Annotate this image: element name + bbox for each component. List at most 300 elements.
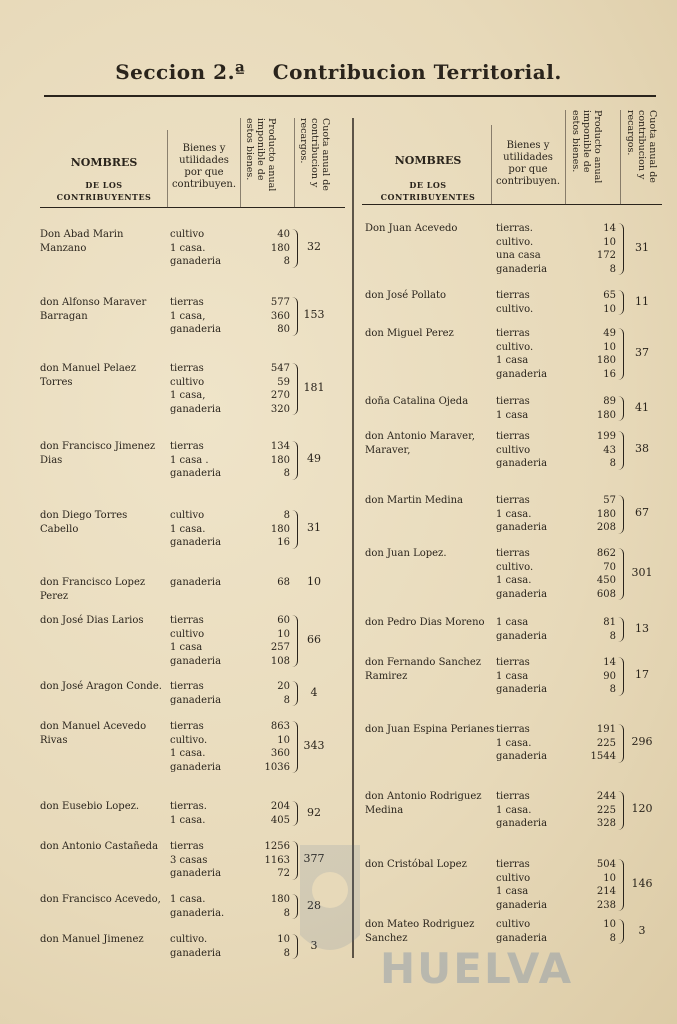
item-label: tierras [496,328,530,339]
left-header-sep-2 [240,118,241,208]
item-row [496,588,616,602]
left-entry-name: don Manuel Acevedo Rivas [40,721,147,746]
item-value: 180 [270,454,290,466]
item-value: 8 [283,510,290,521]
item-row [496,804,616,818]
item-row [170,614,290,628]
item-value: 547 [270,363,290,374]
right-entry-items [496,547,616,601]
left-entry-items [170,362,290,416]
item-label: 1 casa [496,886,529,897]
item-label: ganaderia [496,684,548,695]
left-entry-items [170,440,290,481]
item-label: cultivo [496,444,531,456]
item-row [496,521,616,535]
left-entry-items [170,680,290,707]
item-value: 90 [603,670,616,682]
item-value: 16 [277,537,290,548]
item-label: tierras [170,441,204,452]
item-label: cultivo. [170,734,208,746]
item-value: 180 [270,894,290,905]
item-value: 8 [609,630,616,642]
item-label: ganaderia [170,694,222,706]
watermark-text: HUELVA [380,944,574,993]
right-entry-items [496,222,616,276]
right-entry-items [496,289,616,316]
item-value: 180 [270,523,290,535]
item-value: 180 [596,409,616,421]
item-value: 360 [270,310,290,322]
item-value: 320 [270,403,290,415]
left-header-names: NOMBRES DE LOS CONTRIBUYENTES [56,156,152,202]
left-entry-name: don Manuel Jimenez [40,934,144,945]
left-entry-items [170,933,290,960]
left-entry-name: don Francisco Jimenez Dias [40,441,156,466]
item-row [496,737,616,751]
item-value: 577 [270,297,290,308]
item-row [170,694,290,708]
item-value: 10 [603,919,616,930]
item-label: 1 casa [496,670,529,682]
item-label: cultivo [170,376,205,388]
item-label: ganaderia [170,324,222,335]
left-entry-total: 3 [310,938,318,952]
item-value: 270 [270,390,290,401]
item-row [496,444,616,458]
item-row [170,933,290,947]
item-row [170,440,290,454]
item-row [170,242,290,256]
item-label: tierras [170,297,204,308]
item-value: 208 [596,522,616,533]
item-value: 405 [270,814,290,826]
column-divider [352,118,354,958]
item-label: tierras. [170,801,207,812]
item-row [496,723,616,737]
item-row [496,885,616,899]
item-row [170,655,290,669]
section-title: Contribucion Territorial. [272,60,562,84]
item-value: 1256 [264,841,290,852]
left-entry-name: don Diego Torres Cabello [40,510,128,535]
right-entry-name: doña Catalina Ojeda [365,396,469,407]
item-row [496,790,616,804]
left-entry-name: don Manuel Pelaez Torres [40,363,136,388]
item-row [496,932,616,946]
left-entry-name: don José Aragon Conde. [40,681,162,692]
item-value: 80 [277,324,290,335]
item-value: 180 [596,508,616,520]
item-value: 225 [596,804,616,816]
left-entry-total: 31 [307,521,321,535]
item-label: ganaderia [496,588,548,600]
item-row [496,409,616,423]
item-value: 10 [277,734,290,746]
right-entry-items [496,858,616,912]
title-rule [44,95,656,97]
item-row [170,523,290,537]
item-value: 68 [277,577,290,588]
right-entry-total: 296 [631,735,653,749]
page-title [0,60,677,90]
item-label: ganaderia. [170,907,225,919]
item-value: 863 [270,721,290,732]
item-row [496,817,616,831]
left-entry-total: 343 [303,739,325,752]
item-value: 180 [270,242,290,254]
item-row [170,641,290,655]
item-value: 72 [277,868,290,879]
left-entry-name: Don Abad Marin Manzano [40,229,124,254]
item-label: ganaderia [170,537,222,548]
left-entry-items [170,614,290,668]
right-entry-name: don Cristóbal Lopez [365,859,467,870]
item-label: ganaderia [496,818,548,829]
right-entry-name: Don Juan Acevedo [365,223,458,234]
item-label: 1 casa, [170,310,206,322]
right-header-sep-1 [491,125,492,205]
right-entry-items [496,327,616,381]
item-value: 8 [283,907,290,919]
item-row [496,222,616,236]
item-label: cultivo. [496,561,534,573]
left-entry-total: 49 [307,452,321,466]
item-row [496,508,616,522]
item-row [496,918,616,932]
item-label: 1 casa [496,355,529,366]
item-value: 204 [270,801,290,812]
item-row [496,303,616,317]
item-label: 1 casa. [170,814,206,826]
item-label: ganaderia [170,655,222,667]
item-value: 60 [277,615,290,626]
item-value: 214 [596,886,616,897]
item-label: tierras [170,721,204,732]
item-value: 14 [603,657,616,668]
item-value: 8 [283,694,290,706]
item-row [170,255,290,269]
right-header-rule [362,204,662,205]
item-label: 1 casa. [496,737,532,749]
item-label: 1 casa. [170,242,206,254]
item-label: cultivo [170,628,205,640]
item-label: ganaderia [170,256,222,267]
item-value: 1163 [264,854,290,866]
item-value: 8 [283,256,290,267]
item-value: 10 [603,341,616,353]
right-entry-items [496,430,616,471]
item-value: 450 [596,575,616,586]
left-entry-items [170,576,290,590]
item-row [496,236,616,250]
item-label: ganaderia [170,761,222,773]
item-label: 1 casa [496,409,529,421]
item-label: tierras [496,791,530,802]
item-value: 10 [277,934,290,945]
left-header-rule [40,207,345,208]
item-row [170,576,290,590]
item-label: cultivo. [496,236,534,248]
item-label: tierras [496,396,530,407]
item-row [496,750,616,764]
item-value: 10 [277,628,290,640]
item-row [170,800,290,814]
item-label: cultivo. [170,934,208,945]
right-entry-name: don José Pollato [365,290,447,301]
left-header-sep-3 [294,118,295,208]
item-value: 10 [603,236,616,248]
item-label: 1 casa. [496,575,532,586]
item-label: ganaderia [496,751,548,762]
left-header-sep-1 [167,130,168,208]
item-row [170,403,290,417]
item-label: 1 casa. [496,804,532,816]
item-row [170,761,290,775]
item-row [496,395,616,409]
item-row [496,430,616,444]
item-value: 70 [603,561,616,573]
item-row [496,289,616,303]
left-entry-items [170,720,290,774]
left-entry-total: 92 [307,805,321,819]
item-label: ganaderia [496,458,548,469]
item-row [496,858,616,872]
item-label: tierras. [496,223,533,234]
item-row [496,899,616,913]
item-label: cultivo [170,510,205,521]
left-entry-items [170,840,290,881]
right-entry-total: 301 [631,566,653,579]
right-entry-name: don Mateo Rodriguez Sanchez [365,919,475,944]
item-row [496,547,616,561]
item-label: cultivo [496,919,531,930]
item-label: ganaderia [496,630,548,642]
item-row [170,310,290,324]
item-label: una casa [496,250,541,261]
item-value: 59 [277,376,290,388]
right-entry-total: 3 [638,923,646,937]
left-entry-total: 10 [307,574,321,588]
item-row [170,854,290,868]
item-label: ganaderia [170,868,222,879]
item-value: 225 [596,737,616,749]
item-value: 14 [603,223,616,234]
item-value: 81 [603,617,616,628]
left-entry-total: 66 [307,633,321,646]
left-header-quota: Cuota anual de contribucion y recargos. [298,118,331,191]
item-label: cultivo. [496,303,534,315]
right-entry-total: 38 [635,442,649,456]
item-label: tierras [496,859,530,870]
right-entry-items [496,918,616,945]
item-row [170,720,290,734]
item-row [496,561,616,575]
item-row [170,867,290,881]
item-row [496,354,616,368]
right-entry-items [496,494,616,535]
item-label: ganaderia [496,522,548,533]
item-value: 65 [603,290,616,301]
item-label: 1 casa. [170,894,206,905]
left-header-goods: Bienes y utilidades por que contribuyen. [171,143,237,190]
right-entry-items [496,616,616,643]
right-entry-name: don Pedro Dias Moreno [365,617,485,628]
item-label: tierras [170,681,204,692]
item-label: ganaderia [496,368,548,380]
item-value: 57 [603,495,616,506]
item-value: 10 [603,872,616,884]
item-label: tierras [496,724,530,735]
item-value: 8 [609,263,616,275]
item-row [496,368,616,382]
right-header-sep-3 [620,110,621,205]
item-value: 244 [596,791,616,802]
item-row [496,670,616,684]
item-row [496,457,616,471]
right-header-sep-2 [565,110,566,205]
right-entry-name: don Miguel Perez [365,328,454,339]
right-entry-total: 41 [635,400,649,414]
left-entry-items [170,228,290,269]
left-entry-total: 181 [303,381,325,394]
left-entry-total: 4 [310,685,318,699]
item-row [170,747,290,761]
item-label: 3 casas [170,854,208,866]
item-value: 8 [609,684,616,695]
item-row [170,228,290,242]
item-label: 1 casa . [170,454,209,466]
left-entry-name: don Alfonso Maraver Barragan [40,297,147,322]
item-value: 257 [270,642,290,653]
item-value: 1036 [264,761,290,773]
item-row [170,296,290,310]
right-entry-total: 11 [635,294,649,308]
left-header-product: Producto anual imponible de estos bienes. [244,118,277,192]
item-value: 49 [603,328,616,339]
item-row [496,656,616,670]
right-entry-name: don Antonio Maraver, Maraver, [365,431,475,456]
right-entry-total: 13 [635,621,649,635]
item-row [496,574,616,588]
item-label: tierras [170,363,204,374]
left-entry-name: don Francisco Lopez Perez [40,577,146,602]
item-value: 1544 [590,751,616,762]
item-row [496,494,616,508]
left-entry-total: 28 [307,898,321,912]
item-row [496,630,616,644]
item-label: tierras [496,431,530,442]
item-label: ganaderia [170,468,222,479]
item-value: 89 [603,396,616,407]
right-header-quota: Cuota anual de contribucion y recargos. [625,110,658,183]
left-entry-total: 153 [303,308,325,322]
right-entry-name: don Juan Espina Perianes [365,724,495,735]
item-value: 199 [596,431,616,442]
left-entry-total: 32 [307,240,321,254]
left-entry-total: 377 [303,852,325,866]
item-row [496,341,616,355]
item-row [496,263,616,277]
right-entry-items [496,723,616,764]
item-value: 862 [596,548,616,559]
right-entry-total: 31 [635,241,649,254]
item-label: tierras [496,495,530,506]
left-entry-items [170,296,290,337]
item-row [496,683,616,697]
right-entry-total: 17 [635,668,649,682]
item-row [170,362,290,376]
item-value: 608 [596,588,616,600]
item-row [170,814,290,828]
left-entry-name: don Antonio Castañeda [40,841,159,852]
item-row [170,509,290,523]
right-entry-items [496,656,616,697]
item-label: ganaderia [170,577,222,588]
item-value: 191 [596,724,616,735]
item-value: 43 [603,444,616,456]
item-value: 8 [609,458,616,469]
item-value: 8 [283,947,290,959]
right-entry-name: don Fernando Sanchez Ramirez [365,657,482,682]
item-value: 16 [603,368,616,380]
item-label: 1 casa, [170,390,206,401]
right-entry-items [496,790,616,831]
item-row [496,249,616,263]
item-value: 172 [596,250,616,261]
item-value: 10 [603,303,616,315]
item-value: 8 [609,932,616,944]
item-label: 1 casa [496,617,529,628]
item-row [170,628,290,642]
item-label: 1 casa. [496,508,532,520]
right-header-names: NOMBRES DE LOS CONTRIBUYENTES [380,154,476,202]
left-entry-name: don Francisco Acevedo, [40,894,161,905]
item-row [170,840,290,854]
item-row [496,327,616,341]
item-value: 108 [270,655,290,667]
right-header-goods: Bienes y utilidades por que contribuyen. [495,140,561,187]
item-label: tierras [496,548,530,559]
right-entry-name: don Antonio Rodriguez Medina [365,791,482,816]
item-row [170,893,290,907]
left-entry-items [170,893,290,920]
item-label: tierras [170,615,204,626]
item-value: 134 [270,441,290,452]
item-label: cultivo [170,229,205,240]
item-label: ganaderia [496,932,548,944]
item-value: 238 [596,899,616,911]
item-label: cultivo [496,872,531,884]
item-value: 20 [277,681,290,692]
right-entry-total: 120 [631,802,653,816]
item-value: 40 [277,229,290,240]
item-value: 360 [270,748,290,759]
item-label: 1 casa. [170,523,206,535]
item-value: 8 [283,468,290,479]
item-label: tierras [496,657,530,668]
left-entry-items [170,800,290,827]
item-row [170,947,290,961]
item-label: cultivo. [496,341,534,353]
item-value: 504 [596,859,616,870]
item-label: tierras [170,841,204,852]
right-entry-total: 67 [635,506,649,520]
left-entry-items [170,509,290,550]
right-header-product: Producto anual imponible de estos bienes. [570,110,603,184]
item-row [496,616,616,630]
item-label: tierras [496,290,530,301]
right-entry-total: 146 [631,877,653,890]
